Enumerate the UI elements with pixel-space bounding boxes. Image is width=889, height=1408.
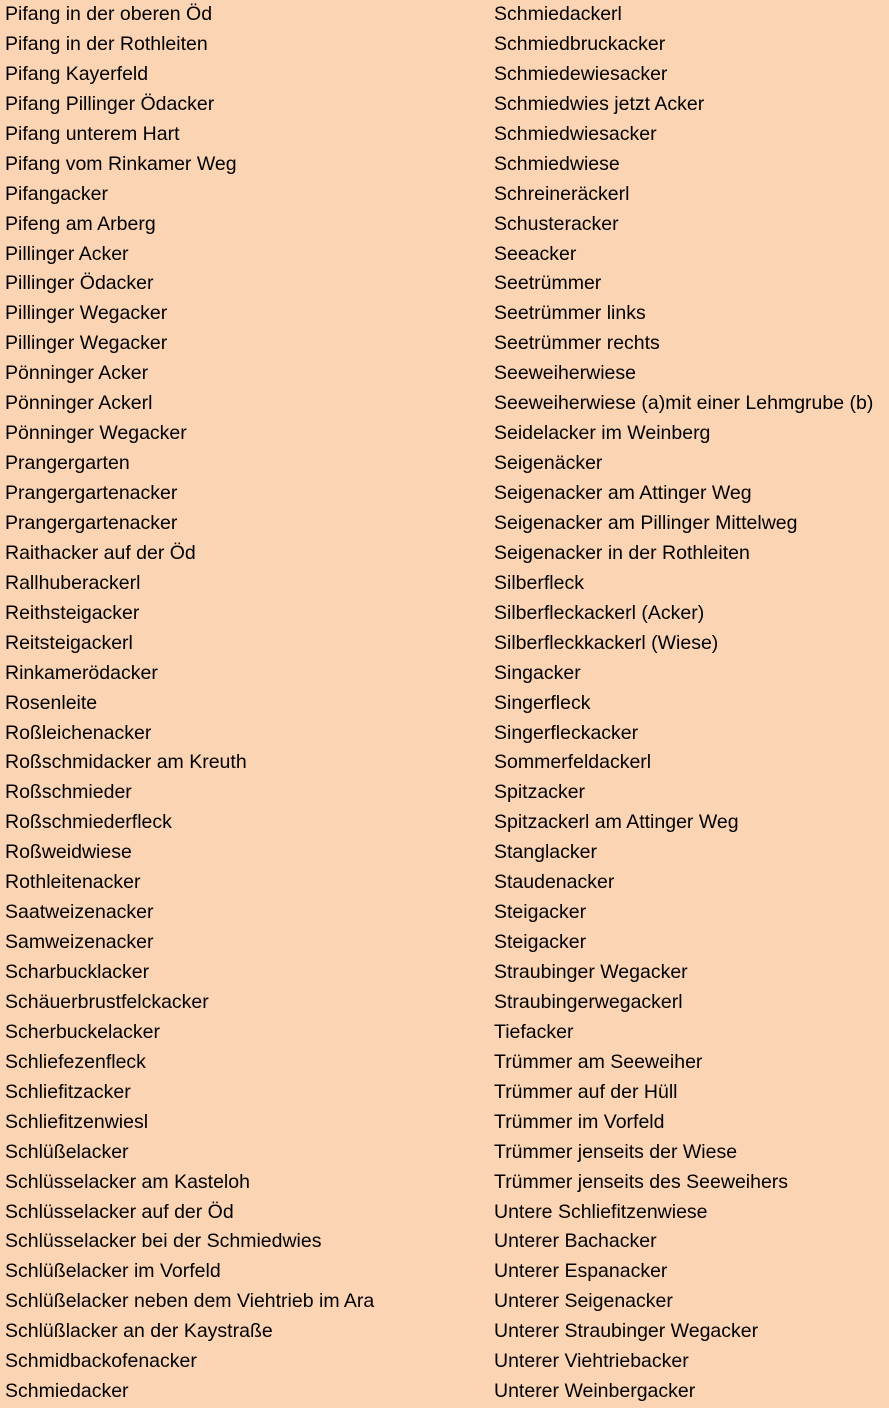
- field-name-entry: Samweizenacker: [5, 931, 154, 954]
- field-name-entry: Pillinger Ödacker: [5, 272, 154, 295]
- field-name-entry: Pifang vom Rinkamer Weg: [5, 152, 237, 175]
- field-name-entry: Unterer Espanacker: [494, 1260, 668, 1283]
- field-name-entry: Rallhuberackerl: [5, 571, 141, 594]
- field-name-entry: Trümmer auf der Hüll: [494, 1080, 678, 1103]
- left-name-column: [5, 0, 485, 1407]
- field-name-entry: Tiefacker: [494, 1020, 574, 1043]
- field-name-entry: Seetrümmer: [494, 272, 602, 295]
- field-name-entry: Pifang in der Rothleiten: [5, 32, 208, 55]
- field-name-entry: Pifang unterem Hart: [5, 122, 180, 145]
- field-name-entry: Roßschmidacker am Kreuth: [5, 751, 247, 774]
- field-name-entry: Reitsteigackerl: [5, 631, 133, 654]
- field-name-entry: Roßweidwiese: [5, 841, 132, 864]
- field-name-entry: Roßleichenacker: [5, 721, 152, 744]
- field-name-entry: Schlüsselacker bei der Schmiedwies: [5, 1230, 322, 1253]
- field-name-entry: Schreineräckerl: [494, 182, 630, 205]
- field-name-entry: Rothleitenacker: [5, 871, 141, 894]
- field-name-entry: Pönninger Acker: [5, 362, 149, 385]
- field-name-entry: Spitzackerl am Attinger Weg: [494, 811, 739, 834]
- field-name-entry: Prangergartenacker: [5, 511, 178, 534]
- field-name-entry: Schmiedackerl: [494, 3, 622, 25]
- field-name-entry: Trümmer im Vorfeld: [494, 1110, 665, 1133]
- field-name-entry: Rinkamerödacker: [5, 661, 158, 684]
- field-name-entry: Staudenacker: [494, 871, 615, 894]
- field-name-entry: Schmidbackofenacker: [5, 1350, 197, 1373]
- field-name-entry: Unterer Straubinger Wegacker: [494, 1320, 759, 1343]
- field-name-entry: Scharbucklacker: [5, 961, 150, 983]
- field-name-entry: Pillinger Wegacker: [5, 332, 168, 355]
- field-name-entry: Trümmer jenseits der Wiese: [494, 1140, 738, 1163]
- field-name-entry: Roßschmieder: [5, 781, 132, 804]
- field-name-entry: Spitzacker: [494, 781, 586, 804]
- field-name-entry: Schlüßelacker im Vorfeld: [5, 1260, 221, 1283]
- field-name-entry: Saatweizenacker: [5, 901, 154, 924]
- field-name-entry: Schmiedwiesacker: [494, 122, 657, 145]
- field-name-entry: Reithsteigacker: [5, 601, 140, 624]
- right-name-column: [494, 0, 889, 1407]
- field-name-entry: Pifang in der oberen Öd: [5, 3, 213, 25]
- field-name-entry: Schlüsselacker auf der Öd: [5, 1200, 234, 1223]
- field-name-entry: Schlüßelacker neben dem Viehtrieb im Ara: [5, 1290, 375, 1313]
- field-name-entry: Silberfleckkackerl (Wiese): [494, 631, 719, 654]
- field-name-entry: Schliefitzenwiesl: [5, 1110, 149, 1133]
- field-name-entry: Scherbuckelacker: [5, 1020, 160, 1043]
- field-name-entry: Schlüsselacker am Kasteloh: [5, 1170, 250, 1193]
- field-name-entry: Seetrümmer rechts: [494, 332, 660, 355]
- field-name-entry: Prangergartenacker: [5, 482, 178, 504]
- field-name-entry: Seeweiherwiese: [494, 362, 636, 385]
- field-name-entry: Untere Schliefitzenwiese: [494, 1200, 708, 1223]
- field-name-entry: Seigenacker am Pillinger Mittelweg: [494, 511, 798, 534]
- field-name-entry: Schmiedbruckacker: [494, 32, 666, 55]
- field-name-entry: Unterer Weinbergacker: [494, 1380, 696, 1403]
- field-name-entry: Pifang Kayerfeld: [5, 62, 149, 85]
- field-name-entry: Singerfleckacker: [494, 721, 639, 744]
- field-name-entry: Pillinger Wegacker: [5, 302, 168, 325]
- field-name-entry: Sommerfeldackerl: [494, 751, 652, 774]
- field-name-entry: Pifang Pillinger Ödacker: [5, 92, 215, 115]
- field-name-entry: Silberfleckackerl (Acker): [494, 601, 705, 624]
- field-name-entry: Prangergarten: [5, 452, 130, 475]
- field-name-entry: Seidelacker im Weinberg: [494, 422, 711, 445]
- field-name-entry: Steigacker: [494, 901, 587, 924]
- field-name-entry: Unterer Viehtriebacker: [494, 1350, 689, 1373]
- field-name-entry: Stanglacker: [494, 841, 597, 864]
- field-name-entry: Straubinger Wegacker: [494, 961, 688, 983]
- field-name-entry: Trümmer jenseits des Seeweihers: [494, 1170, 789, 1193]
- field-name-entry: Straubingerwegackerl: [494, 990, 683, 1013]
- field-name-entry: Schmiedwies jetzt Acker: [494, 92, 705, 115]
- field-name-entry: Silberfleck: [494, 571, 584, 594]
- field-name-entry: Pillinger Acker: [5, 242, 129, 265]
- field-name-entry: Pifangacker: [5, 182, 108, 205]
- field-name-entry: Pönninger Wegacker: [5, 422, 187, 445]
- field-name-entry: Pifeng am Arberg: [5, 212, 156, 235]
- field-name-entry: Schusteracker: [494, 212, 619, 235]
- field-name-entry: Unterer Bachacker: [494, 1230, 657, 1253]
- field-name-entry: Schliefezenfleck: [5, 1050, 146, 1073]
- field-name-entry: Schäuerbrustfelckacker: [5, 990, 209, 1013]
- field-name-entry: Schlüßlacker an der Kaystraße: [5, 1320, 273, 1343]
- field-name-entry: Unterer Seigenacker: [494, 1290, 673, 1313]
- field-name-entry: Seetrümmer links: [494, 302, 646, 325]
- field-name-entry: Singacker: [494, 661, 581, 684]
- field-name-entry: Seeacker: [494, 242, 577, 265]
- field-name-entry: Raithacker auf der Öd: [5, 541, 196, 564]
- field-name-entry: Rosenleite: [5, 691, 98, 714]
- field-name-entry: Seeweiherwiese (a)mit einer Lehmgrube (b): [494, 392, 874, 415]
- field-name-entry: Pönninger Ackerl: [5, 392, 153, 415]
- field-name-entry: Steigacker: [494, 931, 587, 954]
- field-name-entry: Seigenacker in der Rothleiten: [494, 541, 750, 564]
- field-name-entry: Schmiedewiesacker: [494, 62, 668, 85]
- field-name-entry: Seigenacker am Attinger Weg: [494, 482, 752, 504]
- field-name-entry: Schliefitzacker: [5, 1080, 131, 1103]
- field-name-entry: Seigenäcker: [494, 452, 603, 475]
- field-name-entry: Roßschmiederfleck: [5, 811, 172, 834]
- field-name-entry: Trümmer am Seeweiher: [494, 1050, 703, 1073]
- field-name-entry: Singerfleck: [494, 691, 591, 714]
- field-name-entry: Schlüßelacker: [5, 1140, 129, 1163]
- field-name-entry: Schmiedwiese: [494, 152, 620, 175]
- field-name-entry: Schmiedacker: [5, 1380, 129, 1403]
